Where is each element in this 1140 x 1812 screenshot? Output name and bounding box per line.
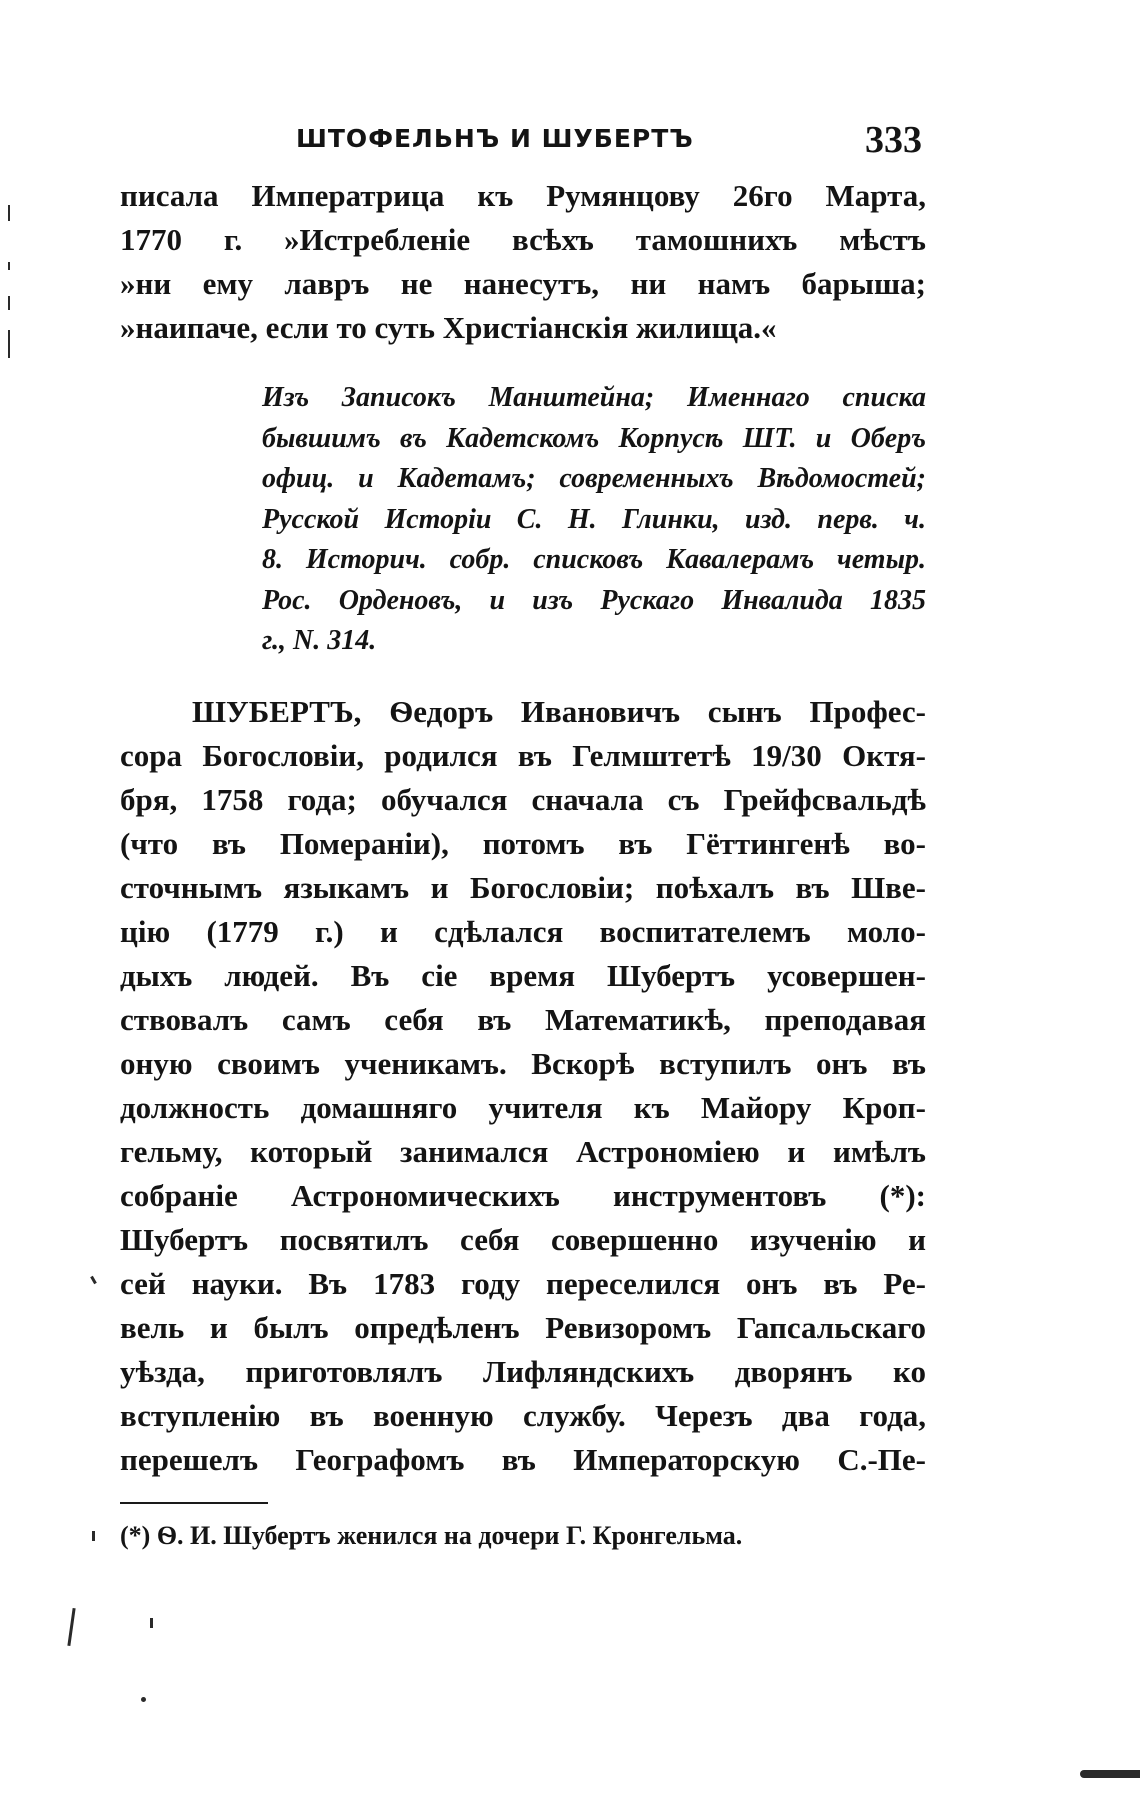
citation-line: г., N. 314.: [262, 625, 377, 656]
schubert-entry: [120, 690, 926, 1482]
footnote-rule: [120, 1502, 268, 1504]
sources-citation: [262, 378, 926, 662]
text-line: »ни ему лавръ не нанесутъ, ни намъ барыша;: [120, 266, 926, 301]
scan-speck: [67, 1608, 75, 1646]
text-line: ствовалъ самъ себя въ Математикѣ, преподавая: [120, 1002, 926, 1037]
citation-line: бывшимъ въ Кадетскомъ Корпусѣ ШТ. и Оберъ: [262, 422, 926, 454]
scan-speck: [8, 296, 10, 310]
citation-line: Рос. Орденовъ, и изъ Рускаго Инвалида 1835: [262, 584, 926, 616]
text-line: оную своимъ ученикамъ. Вскорѣ вступилъ онъ въ: [120, 1046, 926, 1081]
citation-line: Русской Исторіи С. Н. Глинки, изд. перв. ч.: [262, 503, 926, 535]
text-line: перешелъ Географомъ въ Императорскую С.-Пе-: [120, 1442, 926, 1477]
text-line: сей науки. Въ 1783 году переселился онъ въ Ре-: [120, 1266, 926, 1301]
text-line: дыхъ людей. Въ сіе время Шубертъ усовершен-: [120, 958, 926, 993]
text-line: ШУБЕРТЪ, Ѳедоръ Ивановичъ сынъ Профес-: [192, 694, 926, 729]
text-line: уѣзда, приготовлялъ Лифляндскихъ дворянъ ко: [120, 1354, 926, 1389]
text-line: вель и былъ опредѣленъ Ревизоромъ Гапсальскаго: [120, 1310, 926, 1345]
scan-speck: [8, 205, 10, 221]
text-line: цію (1779 г.) и сдѣлался воспитателемъ моло-: [120, 914, 926, 949]
citation-line: 8. Историч. собр. списковъ Кавалерамъ четыр.: [262, 544, 926, 575]
opening-paragraph: [120, 174, 926, 350]
scan-speck: [150, 1618, 153, 1628]
text-line: писала Императрица къ Румянцову 26го Марта,: [120, 178, 926, 213]
text-line: »наипаче, если то суть Христіанскія жилища.«: [120, 310, 777, 345]
citation-line: Изъ Записокъ Манштейна; Именнаго списка: [262, 382, 926, 413]
scan-speck: [90, 1276, 97, 1284]
text-line: сточнымъ языкамъ и Богословіи; поѣхалъ въ Шве-: [120, 870, 926, 905]
scan-speck: [8, 330, 10, 358]
text-line: должность домашняго учителя къ Майору Кроп-: [120, 1090, 926, 1125]
running-head: [120, 118, 926, 170]
text-line: сора Богословіи, родился въ Гелмштетѣ 19/30 Октя-: [120, 738, 926, 773]
text-line: гельму, который занимался Астрономіею и имѣлъ: [120, 1134, 926, 1169]
citation-line: офиц. и Кадетамъ; современныхъ Вѣдомостей;: [262, 463, 926, 494]
text-line: (что въ Помераніи), потомъ въ Гёттингенѣ во-: [120, 826, 926, 861]
scan-speck: [141, 1697, 146, 1702]
scan-speck: [8, 262, 10, 270]
text-line: бря, 1758 года; обучался сначала съ Грейфсвальдѣ: [120, 782, 926, 817]
footnote: (*) Ѳ. И. Шубертъ женился на дочери Г. Кронгельма.: [120, 1521, 743, 1550]
text-line: вступленію въ военную службу. Черезъ два года,: [120, 1398, 926, 1433]
running-title: ШТОФЕЛЬНЪ И ШУБЕРТЪ: [296, 124, 694, 153]
scan-speck: [1080, 1770, 1140, 1778]
page-number: 333: [865, 119, 922, 161]
text-line: собраніе Астрономическихъ инструментовъ (*):: [120, 1178, 926, 1213]
text-line: Шубертъ посвятилъ себя совершенно изученію и: [120, 1222, 926, 1257]
scan-speck: [92, 1531, 95, 1541]
text-line: 1770 г. »Истребленіе всѣхъ тамошнихъ мѣстъ: [120, 222, 926, 257]
